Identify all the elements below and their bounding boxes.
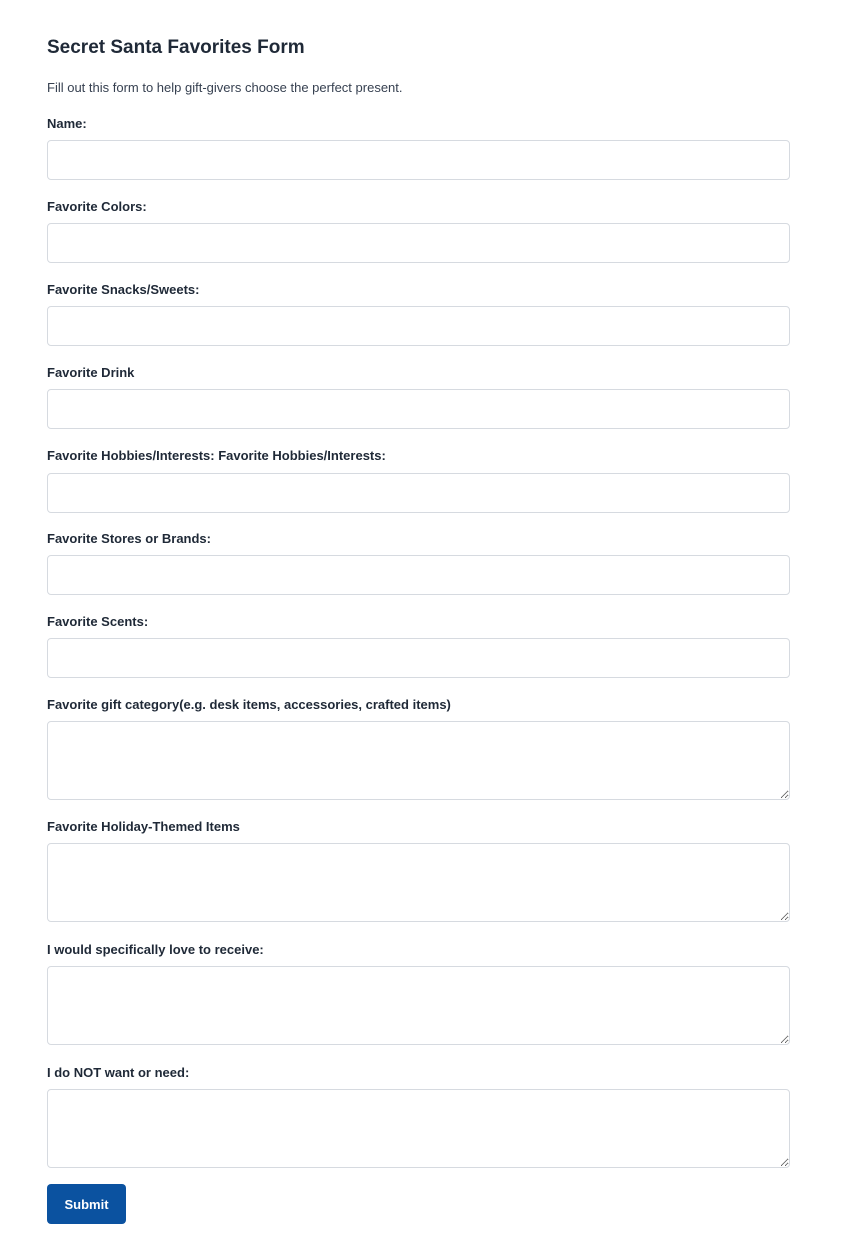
favorite-colors-input[interactable]: [47, 223, 790, 263]
favorite-hobbies-input[interactable]: [47, 473, 790, 513]
gift-category-label: Favorite gift category(e.g. desk items, accessories, crafted items): [47, 697, 451, 712]
favorite-stores-label: Favorite Stores or Brands:: [47, 531, 211, 546]
name-input[interactable]: [47, 140, 790, 180]
love-to-receive-label: I would specifically love to receive:: [47, 942, 264, 957]
not-want-label: I do NOT want or need:: [47, 1065, 190, 1080]
favorite-drink-label: Favorite Drink: [47, 365, 135, 380]
love-to-receive-textarea[interactable]: [47, 966, 790, 1045]
favorite-snacks-input[interactable]: [47, 306, 790, 346]
holiday-items-textarea[interactable]: [47, 843, 790, 922]
submit-button[interactable]: Submit: [47, 1184, 126, 1224]
gift-category-textarea[interactable]: [47, 721, 790, 800]
form-description: Fill out this form to help gift-givers choose the perfect present.: [47, 80, 403, 95]
favorite-hobbies-label: Favorite Hobbies/Interests: Favorite Hobbies/Interests:: [47, 448, 386, 463]
favorite-colors-label: Favorite Colors:: [47, 199, 147, 214]
name-label: Name:: [47, 116, 87, 131]
favorite-stores-input[interactable]: [47, 555, 790, 595]
not-want-textarea[interactable]: [47, 1089, 790, 1168]
favorite-scents-label: Favorite Scents:: [47, 614, 149, 629]
holiday-items-label: Favorite Holiday-Themed Items: [47, 819, 240, 834]
favorite-scents-input[interactable]: [47, 638, 790, 678]
favorite-drink-input[interactable]: [47, 389, 790, 429]
form-title: Secret Santa Favorites Form: [47, 37, 305, 58]
favorite-snacks-label: Favorite Snacks/Sweets:: [47, 282, 200, 297]
